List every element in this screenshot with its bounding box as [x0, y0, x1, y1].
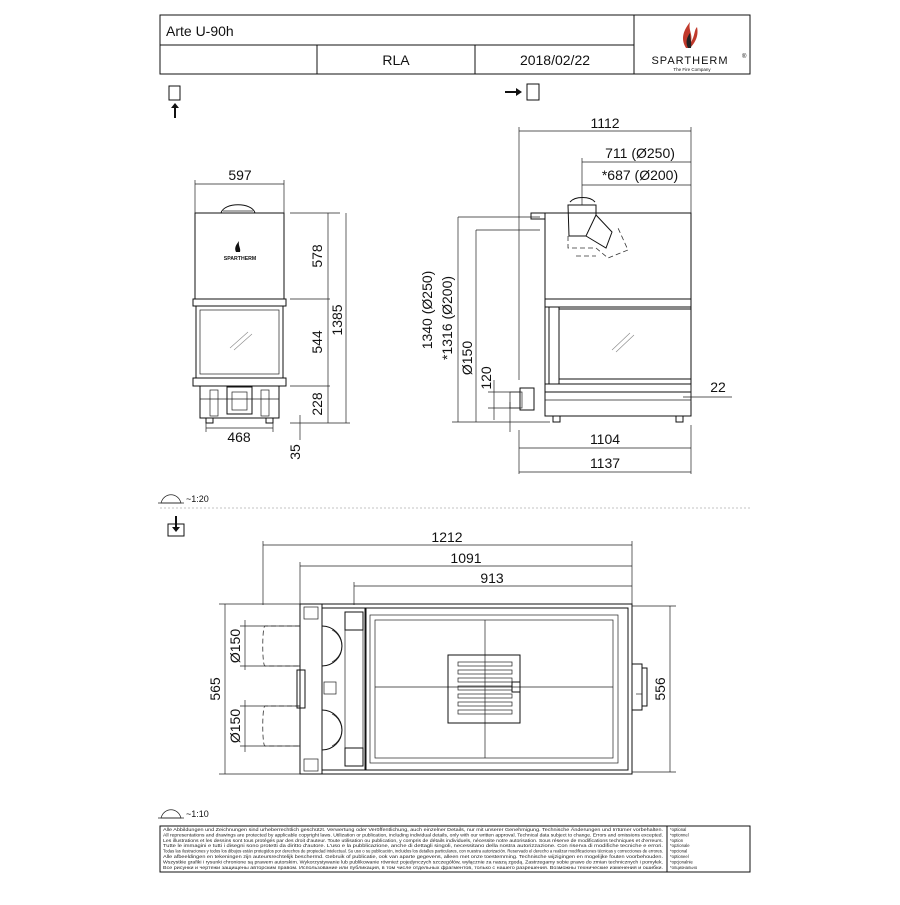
scale-arc-icon-2 [161, 810, 181, 818]
disclaimer-note: *option [670, 837, 684, 843]
dim-597: 597 [228, 167, 252, 183]
dim-711-250: 711 (Ø250) [605, 145, 675, 161]
dim-687-200: *687 (Ø200) [601, 167, 679, 183]
dim-228: 228 [309, 392, 325, 416]
dim-1104: 1104 [589, 431, 621, 447]
dim-544: 544 [309, 330, 325, 354]
dim-22: 22 [710, 379, 726, 395]
disclaimer-line: Wszystkie grafiki i rysunki chronione są prawem autorskim. Wykorzystywanie lub publikowanie również pojedynczych szczegółów, wyłącznie za naszą zgodą. Zastrzegamy sobie prawo do zmian technicznych i pomyłek. [163, 859, 663, 865]
logo-wordmark: SPARTHERM [651, 55, 729, 67]
dim-468: 468 [227, 429, 251, 445]
variant-label: RLA [382, 52, 410, 68]
disclaimer-line: Alle Abbildungen und Zeichnungen sind urheberrechtlich geschützt. Verwertung oder Veröffentlichung, auch einzelner Details, nur mit unserer Genehmigung. Technische Änderungen und Irrtümer vorbehalten. [163, 827, 663, 832]
dim-1212: 1212 [431, 529, 463, 545]
dim-1137: 1137 [589, 455, 621, 471]
dim-913: 913 [480, 570, 504, 586]
disclaimer-note: *optional [670, 827, 687, 832]
front-view [193, 167, 350, 460]
disclaimer-line: Все рисунки и чертежи защищены авторским правом. Использование или публикация, в том числе отдельных фрагментов, только с нашего разрешения. Возможны технические изменения и ошибки. [163, 864, 663, 870]
disclaimer-notes [670, 827, 698, 870]
disclaimer-line: Todas las ilustraciones y todos los dibujos están protegidos por derechos de propiedad intelectual. Su uso o su publicación, incluidos los detalles particulares, con nuestra autorización. Reservado el derecho a realizar modificaciones técnicas y correcciones de errores. [163, 848, 663, 854]
model-name: Arte U-90h [166, 23, 234, 39]
dim-565: 565 [207, 677, 223, 701]
disclaimer-note: *optioneel [670, 854, 689, 859]
disclaimer-note: *opcjonalnie [670, 859, 693, 865]
disclaimer-line: Alle afbeeldingen en tekeningen zijn auteursrechtelijk beschermd. Gebruik of publicatie, ook van aparte gegevens, alleen met onze toestemming. Technische wijzigingen en mogelijke fouten voorbehouden. [163, 854, 663, 859]
dim-dia-150-b: Ø150 [227, 708, 243, 744]
dim-35: 35 [287, 444, 303, 460]
dim-1091: 1091 [450, 550, 482, 566]
dim-1112: 1112 [590, 115, 620, 131]
dim-1385: 1385 [329, 304, 345, 336]
dim-dia-150-a: Ø150 [227, 628, 243, 664]
dim-1340-250: 1340 (Ø250) [419, 270, 435, 350]
disclaimer-note: *optionnel [670, 832, 689, 838]
dim-1316-200: *1316 (Ø200) [439, 275, 455, 361]
plan-view-indicator-icon [168, 516, 184, 536]
disclaimer-note: *opzionale [670, 843, 690, 849]
side-view-indicator-icon [505, 84, 539, 100]
logo-registered-mark: ® [742, 54, 747, 60]
title-block [160, 15, 750, 74]
side-view [419, 115, 732, 474]
disclaimer-note: *опционально [670, 864, 698, 870]
dim-578: 578 [309, 244, 325, 268]
date-label: 2018/02/22 [519, 52, 591, 68]
logo-tagline: The Fire Company [673, 67, 711, 72]
spartherm-logo [651, 22, 747, 72]
dim-556: 556 [652, 677, 668, 701]
scale-label-2: ~1:10 [186, 809, 209, 819]
scale-indicator-2 [158, 809, 209, 819]
disclaimer-line: Tutte le immagini e tutti i disegni sono protetti da diritto d'autore. L'uso e la pubblicazione, anche di dettagli singoli, necessitano della nostra autorizzazione. Con riserva di modifiche tecniche e errori. [163, 843, 663, 849]
flue-collar-shape [221, 205, 255, 213]
plan-view [207, 529, 676, 774]
disclaimer-line: Les illustrations et les dessins sont tous protégés par des droit d'auteur. Toute utilisation ou publication, y compris de détails individuels, nécessite notre autorisation. Sous réserve de modifications techniques et d'erreurs. [163, 837, 663, 843]
disclaimer-note: *opcional [670, 848, 688, 854]
scale-indicator-1 [158, 494, 209, 504]
dim-120: 120 [478, 366, 494, 390]
disclaimer-line: All representations and drawings are protected by applicable copyright laws. Utilization or publication, including individual details, only with our written approval. Technical data subject to change. Errors and omissions excepted. [163, 832, 663, 838]
disclaimer-lines [163, 827, 663, 870]
disclaimer-block [160, 826, 750, 872]
hood-logo-text: SPARTHERM [223, 256, 257, 262]
hood-flame-icon [235, 241, 240, 252]
scale-label-1: ~1:20 [186, 494, 209, 504]
dim-dia-150-side: Ø150 [459, 340, 475, 376]
flue-elbow-shape [568, 205, 596, 236]
scale-arc-icon [161, 495, 181, 503]
front-view-indicator-icon [169, 86, 180, 118]
